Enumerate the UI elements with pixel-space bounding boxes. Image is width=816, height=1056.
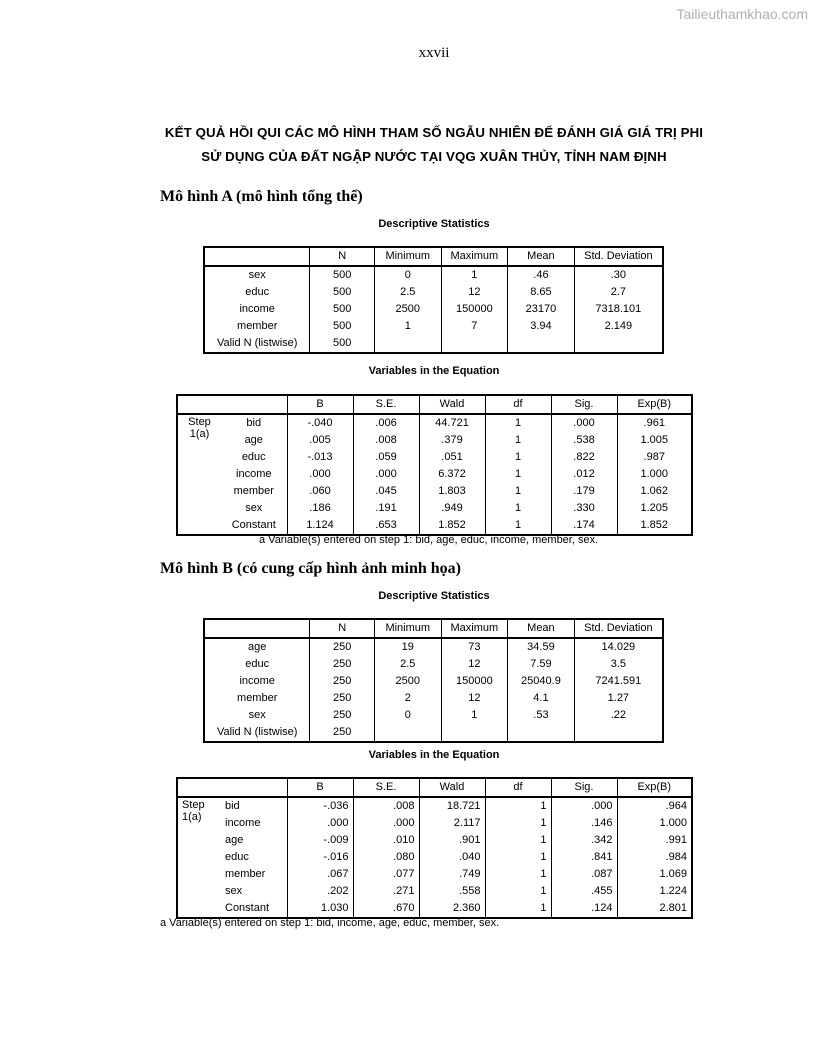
table-cell: .040 <box>419 849 485 866</box>
table-row <box>204 301 663 318</box>
table-cell: .008 <box>353 432 419 449</box>
row-label: income <box>204 673 310 690</box>
table-row <box>204 724 663 742</box>
table-cell: .010 <box>353 832 419 849</box>
column-header: S.E. <box>353 778 419 797</box>
column-header: df <box>485 395 551 414</box>
step-label-line-2: 1(a) <box>182 811 202 823</box>
table-cell: .000 <box>287 815 353 832</box>
table-row <box>177 483 692 500</box>
row-label: sex <box>221 500 287 517</box>
model-a-descriptive-statistics-table <box>203 246 664 354</box>
table-cell: 1 <box>485 815 551 832</box>
table-cell: .53 <box>508 707 575 724</box>
row-label: Valid N (listwise) <box>204 335 310 353</box>
table-cell: 1 <box>485 432 551 449</box>
table-row <box>204 335 663 353</box>
table-cell: .186 <box>287 500 353 517</box>
table-row <box>204 284 663 301</box>
page-number: xxvii <box>418 45 450 61</box>
table-cell: .124 <box>551 900 617 918</box>
row-label: sex <box>204 707 310 724</box>
table-cell: .901 <box>419 832 485 849</box>
table-cell: -.016 <box>287 849 353 866</box>
table-cell: 25040.9 <box>508 673 575 690</box>
table-cell: 4.1 <box>508 690 575 707</box>
table-row <box>177 900 692 918</box>
model-b-footnote: a Variable(s) entered on step 1: bid, income, age, educ, member, sex. <box>160 917 500 929</box>
model-b-descriptive-statistics-table <box>203 618 664 743</box>
table-cell: -.036 <box>287 797 353 815</box>
table-cell: .051 <box>419 449 485 466</box>
table-cell: .822 <box>551 449 617 466</box>
table-cell: 1.030 <box>287 900 353 918</box>
model-b-heading: Mô hình B (có cung cấp hình ảnh minh họa) <box>160 560 461 577</box>
row-label: educ <box>204 284 310 301</box>
table-cell: 1 <box>485 849 551 866</box>
table-cell: 1 <box>485 797 551 815</box>
table-cell: 34.59 <box>508 638 575 656</box>
table-cell: .087 <box>551 866 617 883</box>
table-cell: 1 <box>485 883 551 900</box>
table-row <box>177 883 692 900</box>
column-header: df <box>485 778 551 797</box>
table-row <box>177 414 692 432</box>
column-header: N <box>310 247 375 266</box>
table-cell: 1 <box>485 866 551 883</box>
table-row <box>177 849 692 866</box>
column-header: Exp(B) <box>637 398 672 410</box>
column-header: Sig. <box>551 778 617 797</box>
table-row <box>204 656 663 673</box>
table-cell: 19 <box>374 638 441 656</box>
table-cell: .379 <box>419 432 485 449</box>
table-cell: 500 <box>310 284 375 301</box>
table-cell: 7241.591 <box>595 675 642 687</box>
table-cell: 500 <box>310 266 375 284</box>
table-cell: .30 <box>610 269 626 281</box>
table-cell: .000 <box>551 414 617 432</box>
table-cell: .179 <box>551 483 617 500</box>
table-cell: 2.801 <box>659 902 687 914</box>
table-cell: 1 <box>441 707 508 724</box>
table-header-row <box>204 619 663 638</box>
table-cell: .22 <box>610 709 626 721</box>
table-row <box>177 449 692 466</box>
table-cell: 250 <box>310 724 375 742</box>
row-label: age <box>204 638 310 656</box>
model-a-desc-caption: Descriptive Statistics <box>378 218 490 230</box>
table-cell: 1 <box>485 832 551 849</box>
column-header: Minimum <box>374 247 441 266</box>
table-cell: .045 <box>353 483 419 500</box>
table-cell: .841 <box>551 849 617 866</box>
table-cell <box>574 724 663 742</box>
row-label: sex <box>204 266 310 284</box>
table-cell: 1.000 <box>659 817 687 829</box>
table-cell: 1 <box>441 266 508 284</box>
column-header: B <box>287 778 353 797</box>
table-cell: 1 <box>485 414 551 432</box>
table-cell: 250 <box>310 690 375 707</box>
table-cell: .000 <box>353 815 419 832</box>
table-cell: .059 <box>353 449 419 466</box>
table-cell: 1.852 <box>640 519 669 531</box>
column-header: Minimum <box>374 619 441 638</box>
table-cell: 150000 <box>441 301 508 318</box>
table-row <box>204 690 663 707</box>
table-cell: 2 <box>374 690 441 707</box>
column-header: Wald <box>419 778 485 797</box>
table-cell: 23170 <box>508 301 575 318</box>
column-header: Wald <box>419 395 485 414</box>
table-cell: 14.029 <box>601 641 636 653</box>
table-row <box>177 797 692 815</box>
table-cell: 1 <box>485 500 551 517</box>
table-cell: 7.59 <box>508 656 575 673</box>
row-label: educ <box>221 849 287 866</box>
table-cell: 1.000 <box>640 468 669 480</box>
table-row <box>177 466 692 483</box>
model-b-variables-table <box>176 777 693 919</box>
table-cell: 7318.101 <box>595 303 642 315</box>
table-cell: .146 <box>551 815 617 832</box>
table-cell: .000 <box>287 466 353 483</box>
table-cell: 0 <box>374 707 441 724</box>
table-cell: .653 <box>353 517 419 535</box>
step-label-line-1: Step <box>188 416 211 428</box>
table-cell: .949 <box>419 500 485 517</box>
model-a-variables-table <box>176 394 693 536</box>
table-cell: 2.5 <box>374 656 441 673</box>
table-cell: .008 <box>353 797 419 815</box>
table-cell: 73 <box>441 638 508 656</box>
table-cell: 250 <box>310 707 375 724</box>
table-cell: 2.117 <box>419 815 485 832</box>
column-header: N <box>310 619 375 638</box>
table-cell: 150000 <box>441 673 508 690</box>
row-label: educ <box>204 656 310 673</box>
row-label: age <box>221 832 287 849</box>
table-cell: 250 <box>310 656 375 673</box>
row-label: income <box>221 815 287 832</box>
model-b-vars-caption: Variables in the Equation <box>368 749 500 761</box>
table-cell: 18.721 <box>419 797 485 815</box>
column-header: Std. Deviation <box>584 622 653 634</box>
column-header: Std. Deviation <box>584 250 653 262</box>
row-label: income <box>221 466 287 483</box>
table-cell: .000 <box>353 466 419 483</box>
table-row <box>177 517 692 535</box>
column-header: Exp(B) <box>637 781 672 793</box>
table-row <box>177 500 692 517</box>
table-cell: .330 <box>551 500 617 517</box>
table-cell: .749 <box>419 866 485 883</box>
table-cell: .012 <box>551 466 617 483</box>
table-cell <box>441 335 508 353</box>
row-label: age <box>221 432 287 449</box>
table-cell: 2.149 <box>604 320 633 332</box>
table-cell: 0 <box>374 266 441 284</box>
row-label: Constant <box>221 900 287 918</box>
table-row <box>204 318 663 335</box>
table-row <box>204 707 663 724</box>
table-row <box>177 432 692 449</box>
table-cell: 1.27 <box>607 692 630 704</box>
table-cell: 1 <box>374 318 441 335</box>
table-cell: .067 <box>287 866 353 883</box>
table-cell: 2500 <box>374 673 441 690</box>
table-cell: 3.5 <box>610 658 626 670</box>
table-cell: 2500 <box>374 301 441 318</box>
table-row <box>204 638 663 656</box>
table-cell: .202 <box>287 883 353 900</box>
table-cell: 1 <box>485 466 551 483</box>
table-cell: .538 <box>551 432 617 449</box>
table-cell: 1 <box>485 483 551 500</box>
table-cell: .060 <box>287 483 353 500</box>
column-header: Maximum <box>441 247 508 266</box>
table-cell: .961 <box>643 417 665 429</box>
table-cell <box>441 724 508 742</box>
main-title-line-2: SỬ DỤNG CỦA ĐẤT NGẬP NƯỚC TẠI VQG XUÂN THỦY, TỈNH NAM ĐỊNH <box>201 149 667 164</box>
table-cell: -.040 <box>287 414 353 432</box>
table-cell: -.013 <box>287 449 353 466</box>
table-cell: 6.372 <box>419 466 485 483</box>
table-cell: .991 <box>665 834 687 846</box>
row-label: bid <box>221 414 287 432</box>
column-header: Sig. <box>551 395 617 414</box>
table-cell: 1.803 <box>419 483 485 500</box>
table-header-row <box>204 247 663 266</box>
row-label: member <box>221 483 287 500</box>
table-cell: 500 <box>310 318 375 335</box>
table-cell: 1.062 <box>640 485 669 497</box>
table-row <box>177 832 692 849</box>
table-cell: .342 <box>551 832 617 849</box>
table-cell: .987 <box>643 451 665 463</box>
table-cell: 12 <box>441 690 508 707</box>
column-header: S.E. <box>353 395 419 414</box>
table-cell <box>508 335 575 353</box>
row-label: bid <box>221 797 287 815</box>
table-cell: .670 <box>353 900 419 918</box>
table-cell: 1.224 <box>659 885 687 897</box>
table-cell: 1 <box>485 449 551 466</box>
table-cell: 1.205 <box>640 502 669 514</box>
table-header-row <box>177 778 692 797</box>
table-cell: .984 <box>665 851 687 863</box>
table-cell: 44.721 <box>419 414 485 432</box>
table-cell <box>508 724 575 742</box>
watermark-text: Tailieuthamkhao.com <box>676 6 808 22</box>
table-row <box>204 673 663 690</box>
column-header: Mean <box>508 619 575 638</box>
step-label-line-1: Step <box>182 799 205 811</box>
column-header: Mean <box>508 247 575 266</box>
table-cell: 8.65 <box>508 284 575 301</box>
model-a-heading: Mô hình A (mô hình tổng thể) <box>160 188 363 205</box>
table-cell: .191 <box>353 500 419 517</box>
step-label <box>177 414 221 535</box>
table-cell: .46 <box>508 266 575 284</box>
table-cell <box>374 335 441 353</box>
row-label: sex <box>221 883 287 900</box>
table-cell: .174 <box>551 517 617 535</box>
column-header: Maximum <box>441 619 508 638</box>
table-cell: 2.7 <box>610 286 626 298</box>
step-label <box>177 797 221 918</box>
table-cell: 500 <box>310 301 375 318</box>
row-label: member <box>221 866 287 883</box>
row-label: member <box>204 318 310 335</box>
main-title-line-1: KẾT QUẢ HỒI QUI CÁC MÔ HÌNH THAM SỐ NGẪU NHIÊN ĐỂ ĐÁNH GIÁ GIÁ TRỊ PHI <box>164 125 704 140</box>
table-cell <box>574 335 663 353</box>
table-cell: .005 <box>287 432 353 449</box>
step-label-line-2: 1(a) <box>189 428 210 440</box>
table-cell: .271 <box>353 883 419 900</box>
row-label: member <box>204 690 310 707</box>
table-cell: 250 <box>310 638 375 656</box>
table-cell: .080 <box>353 849 419 866</box>
table-cell: 7 <box>441 318 508 335</box>
table-cell: .077 <box>353 866 419 883</box>
table-cell: 500 <box>310 335 375 353</box>
model-b-desc-caption: Descriptive Statistics <box>378 590 490 602</box>
table-cell: 2.5 <box>374 284 441 301</box>
table-row <box>177 866 692 883</box>
table-cell: .455 <box>551 883 617 900</box>
table-header-row <box>177 395 692 414</box>
table-cell: 3.94 <box>508 318 575 335</box>
table-row <box>204 266 663 284</box>
table-cell: 12 <box>441 284 508 301</box>
row-label: income <box>204 301 310 318</box>
table-cell: -.009 <box>287 832 353 849</box>
row-label: Constant <box>221 517 287 535</box>
table-cell: 1.124 <box>287 517 353 535</box>
model-a-vars-caption: Variables in the Equation <box>368 365 500 377</box>
table-cell: 1 <box>485 900 551 918</box>
table-cell: 1.069 <box>659 868 687 880</box>
table-cell: 1.005 <box>640 434 669 446</box>
table-cell: .006 <box>353 414 419 432</box>
table-cell: 2.360 <box>419 900 485 918</box>
table-row <box>177 815 692 832</box>
table-cell: 250 <box>310 673 375 690</box>
table-cell: 1 <box>485 517 551 535</box>
table-cell: 12 <box>441 656 508 673</box>
table-cell: 1.852 <box>419 517 485 535</box>
row-label: Valid N (listwise) <box>204 724 310 742</box>
table-cell: .964 <box>665 800 687 812</box>
model-a-footnote: a Variable(s) entered on step 1: bid, age, educ, income, member, sex. <box>259 534 599 546</box>
table-cell: .558 <box>419 883 485 900</box>
table-cell: .000 <box>551 797 617 815</box>
table-cell <box>374 724 441 742</box>
row-label: educ <box>221 449 287 466</box>
column-header: B <box>287 395 353 414</box>
